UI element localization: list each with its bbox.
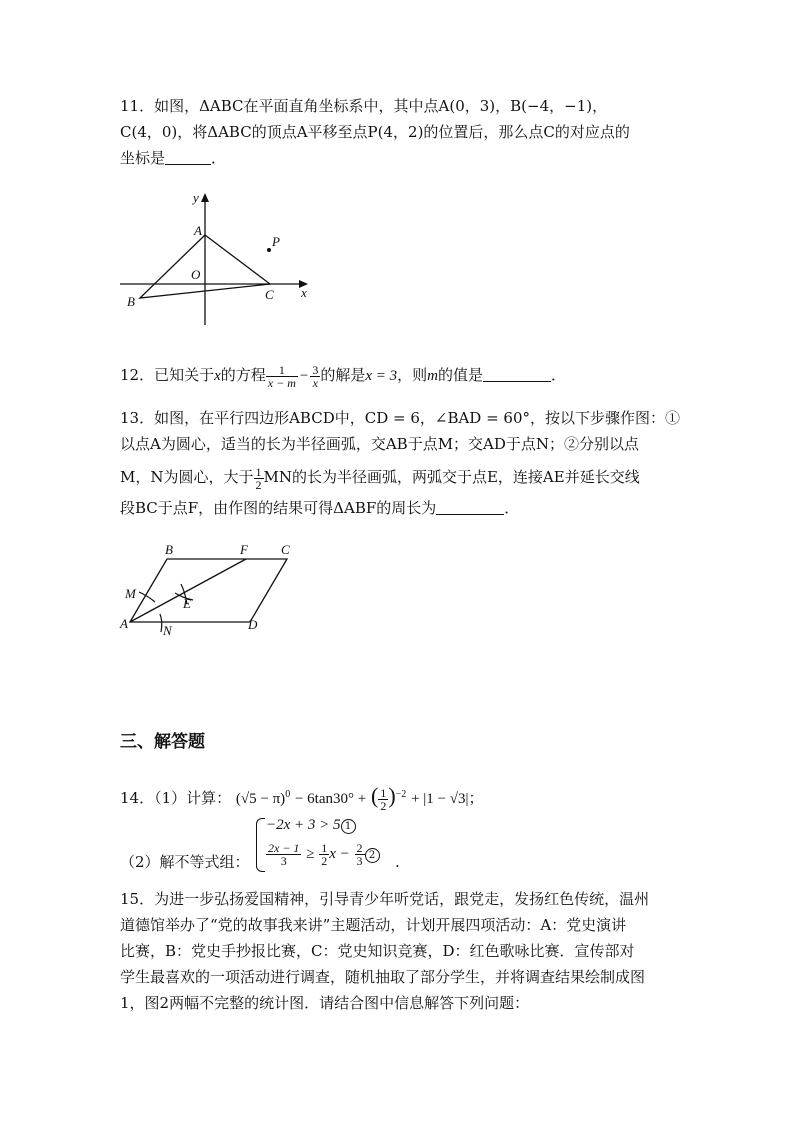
q11-line2: C(4，0)，将ΔABC的顶点A平移至点P(4，2)的位置后，那么点C的对应点的 xyxy=(120,123,630,141)
q15-line5: 1，图2两幅不完整的统计图．请结合图中信息解答下列问题： xyxy=(120,994,530,1012)
q12-end: 的值是 xyxy=(438,366,484,384)
q12-frac2-num: 3 xyxy=(312,362,319,377)
q14-ineq2-t-num: 2 xyxy=(356,840,363,855)
label-o: O xyxy=(191,267,201,282)
q14-expm2: −2 xyxy=(395,789,407,800)
q15-line3: 比赛，B：党史手抄报比赛，C：党史知识竞赛，D：红色歌咏比赛．宣传部对 xyxy=(120,942,635,960)
q14-expr-b: − 6tan30° + xyxy=(294,791,367,807)
q12-sol: x = 3 xyxy=(365,368,398,384)
q14-expr-a: (√5 − π) xyxy=(235,791,286,807)
q14-ineq2-h-den: 2 xyxy=(321,853,328,868)
q14-label: 14．（1）计算： xyxy=(120,789,232,807)
label-d: D xyxy=(248,617,258,632)
q13-line2: 以点A为圆心，适当的长为半径画弧，交AB于点M；交AD于点N；②分别以点 xyxy=(120,435,640,453)
q14-ineq1-text: −2x + 3 > 5 xyxy=(266,817,341,833)
q12-frac2-den: x xyxy=(312,375,318,390)
q14-ineq2-x: x − xyxy=(329,846,350,862)
q13-line4: 段BC于点F，由作图的结果可得ΔABF的周长为 ． xyxy=(120,499,520,517)
q14-ineq1 xyxy=(266,814,356,835)
q13-line3 xyxy=(120,462,640,492)
q12-minus: − xyxy=(299,368,309,384)
q14-exp0: 0 xyxy=(285,789,291,800)
label-e: E xyxy=(183,596,191,611)
q13-half-den: 2 xyxy=(255,477,262,492)
q14-ineq2-num: 2x − 1 xyxy=(268,840,300,855)
q14-half-den: 2 xyxy=(380,798,387,813)
q13-half xyxy=(254,466,264,491)
q14-ineq2 xyxy=(266,838,380,869)
q15-line2: 道德馆举办了“党的故事我来讲”主题活动，计划开展四项活动：A：党史演讲 xyxy=(120,916,627,934)
q14-part2-label: （2）解不等式组： xyxy=(120,853,250,871)
q12-line: 12．已知关于x的方程 $\frac{1}{x - m}$ − $\frac{3}{x}$ 的解是x = 3，则m的值是 ． xyxy=(120,362,567,390)
q13-line3-post: MN的长为半径画弧，两弧交于点E，连接AE并延长交线 xyxy=(263,468,640,486)
q12-mid3: ，则 xyxy=(397,366,428,384)
q14-ineq2-geq: ≥ xyxy=(306,846,315,862)
label-c: C xyxy=(281,542,290,557)
label-a: A xyxy=(194,223,202,238)
answer-blank xyxy=(436,500,504,515)
q11-line3-text: 坐标是 xyxy=(120,149,166,167)
label-y: y xyxy=(193,190,199,205)
q14-half xyxy=(378,787,388,812)
circled-1: 1 xyxy=(341,819,356,834)
q12-pre: 12．已知关于 xyxy=(120,366,215,384)
q12-frac1-den: x − m xyxy=(267,375,296,390)
q12-frac1-num: 1 xyxy=(266,364,298,377)
q14-expr-c: + |1 − √3| xyxy=(411,791,469,807)
segment-af xyxy=(130,559,246,622)
q12-mid2: 的解是 xyxy=(320,366,366,384)
q12-mid: 的方程 xyxy=(220,366,266,384)
label-b: B xyxy=(165,542,173,557)
q11-figure xyxy=(110,185,320,330)
y-axis-arrow xyxy=(201,193,209,202)
label-c: C xyxy=(265,287,274,302)
label-b: B xyxy=(127,294,135,309)
q13-line3-pre: M，N为圆心，大于 xyxy=(120,468,254,486)
q13-figure xyxy=(115,540,305,645)
q14-ineq2-t-den: 3 xyxy=(356,853,363,868)
q14-part1: 14．（1）计算： $(√5 - \pi)^0 - 6\tan 30^\circ$ + ( $\frac{1}{2}$ )$^{-2}$ + |1 − √3|； xyxy=(120,783,484,813)
q14-dot: . xyxy=(395,853,400,871)
q11-line3: 坐标是 ． xyxy=(120,149,227,167)
q14-ineq2-frac xyxy=(266,842,301,867)
q15-line1: 15．为进一步弘扬爱国精神，引导青少年听党话，跟党走，发扬红色传统，温州 xyxy=(120,890,650,908)
q14-ineq2-den: 3 xyxy=(280,853,287,868)
q13-half-num: 1 xyxy=(255,464,262,479)
label-p: P xyxy=(272,234,280,249)
q14-ineq2-h-num: 1 xyxy=(321,840,328,855)
q14-ineq2-half xyxy=(319,842,329,867)
q12-frac2 xyxy=(310,364,320,389)
label-a: A xyxy=(120,616,128,631)
parallelogram-abcd xyxy=(130,559,287,622)
circled-2: 2 xyxy=(365,848,380,863)
q12-m: m xyxy=(427,368,438,384)
label-m: M xyxy=(125,586,136,601)
point-p xyxy=(267,248,271,252)
q12-x: x xyxy=(214,368,221,384)
q15-line4: 学生最喜欢的一项活动进行调查，随机抽取了部分学生，并将调查结果绘制成图 xyxy=(120,968,646,986)
label-f: F xyxy=(240,542,248,557)
answer-blank xyxy=(483,367,551,382)
answer-blank xyxy=(165,150,211,165)
label-n: N xyxy=(163,623,172,638)
q14-half-num: 1 xyxy=(380,785,387,800)
q14-ineq2-third xyxy=(355,842,365,867)
q13-line4-text: 段BC于点F，由作图的结果可得ΔABF的周长为 xyxy=(120,499,437,517)
q13-line1: 13．如图，在平行四边形ABCD中，CD = 6，∠BAD = 60°，按以下步骤作图：① xyxy=(120,409,681,427)
q14-semi: ； xyxy=(468,789,484,807)
label-x: x xyxy=(301,285,307,300)
section-title: 三、解答题 xyxy=(120,732,205,752)
arc-n xyxy=(160,614,162,632)
q11-line1: 11．如图，ΔABC在平面直角坐标系中，其中点A(0，3)，B(−4，−1)， xyxy=(120,97,608,115)
q14-brace xyxy=(256,818,265,872)
q12-frac1 xyxy=(266,364,298,389)
